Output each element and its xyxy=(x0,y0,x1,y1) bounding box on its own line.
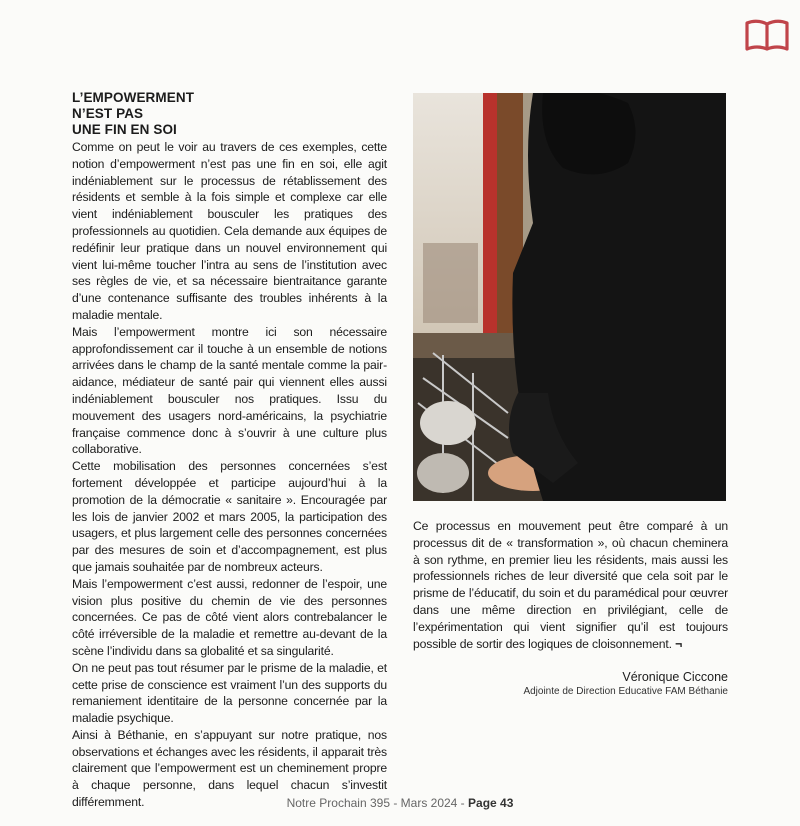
author-name: Véronique Ciccone xyxy=(622,670,728,684)
paragraph-1: Comme on peut le voir au travers de ces exemples, cette notion d’empowerment n’est pas une fin en soi, elle agit indéniablement sur le processus de rétablissement des résidents et semble à la fois simple et complexe car elle vient indéniablement bousculer les pratiques des professionnels au quotidien. Cela demande aux équipes de redéfinir leur pratique dans un nouvel environnement qui vient lui-même toucher l’intra au sens de l’institution avec ses règles de vie, et sa nécessaire bientraitance garante d’une contenance suffisante des troubles inhérents à la maladie mentale. xyxy=(72,140,387,322)
photo-illustration xyxy=(413,93,726,501)
author-role: Adjointe de Direction Educative FAM Béthanie xyxy=(523,686,728,697)
signature xyxy=(523,670,728,697)
section-heading xyxy=(72,90,387,138)
left-column xyxy=(72,90,387,811)
end-mark: ¬ xyxy=(675,636,683,651)
footer-publication: Notre Prochain 395 - Mars 2024 - xyxy=(286,796,469,810)
right-column xyxy=(413,518,728,652)
heading-line-1: L’EMPOWERMENT xyxy=(72,90,195,105)
closing-paragraph xyxy=(413,518,728,652)
heading-line-3: UNE FIN EN SOI xyxy=(72,122,177,137)
paragraph-5: On ne peut pas tout résumer par le prisme de la maladie, et cette prise de conscience est vraiment l’un des supports du remaniement identitaire de la personne concernée par la maladie psychique. xyxy=(72,660,387,726)
book-icon xyxy=(744,18,790,52)
page-footer xyxy=(0,796,800,810)
heading-line-2: N’EST PAS xyxy=(72,106,144,121)
paragraph-6: Ainsi à Béthanie, en s’appuyant sur notre pratique, nos observations et échanges avec les résidents, il apparait très clairement que l’empowerment est un cheminement propre à chaque personne, dans lequel chacun s’investit différemment. xyxy=(72,727,387,810)
paragraph-2: Mais l’empowerment montre ici son nécessaire approfondissement car il touche à un ensemble de notions arrivées dans le champ de la santé mentale comme la pair-aidance, médiateur de santé pair qui viennent elles aussi indéniablement bousculer nos pratiques. Issu du mouvement des usagers nord-américains, la psychiatrie française commence donc à s’ouvrir à une culture plus collaborative. xyxy=(72,324,387,457)
paragraph-3: Cette mobilisation des personnes concernées s’est fortement développée et participe aujourd’hui à la promotion de la démocratie « sanitaire ». Encouragée par les lois de janvier 2002 et mars 2005, la participation des usagers, et plus largement celle des personnes concernées par des mesures de soin et d’accompagnement, est plus que jamais souhaitée par de nombreux acteurs. xyxy=(72,459,387,574)
footer-page-number: Page 43 xyxy=(468,796,514,810)
closing-paragraph-text: Ce processus en mouvement peut être comparé à un processus dit de « transformation », où chacun cheminera à son rythme, en premier lieu les résidents, mais aussi les professionnels riches de leur diversité que cela soit par le prisme de l’éducatif, du soin et du paramédical pour œuvrer dans une même direction en privilégiant, celle de l’expérimentation qui vient signifier qu’il est toujours possible de sortir des logiques de cloisonnement. xyxy=(413,519,728,651)
article-photo xyxy=(413,93,726,501)
paragraph-4: Mais l’empowerment c’est aussi, redonner de l’espoir, une vision plus positive du chemin de vie des personnes concernées. Ce pas de côté vient alors contrebalancer le côté irréversible de la maladie et remettre au-devant de la scène l’individu dans sa globalité et sa singularité. xyxy=(72,576,387,658)
